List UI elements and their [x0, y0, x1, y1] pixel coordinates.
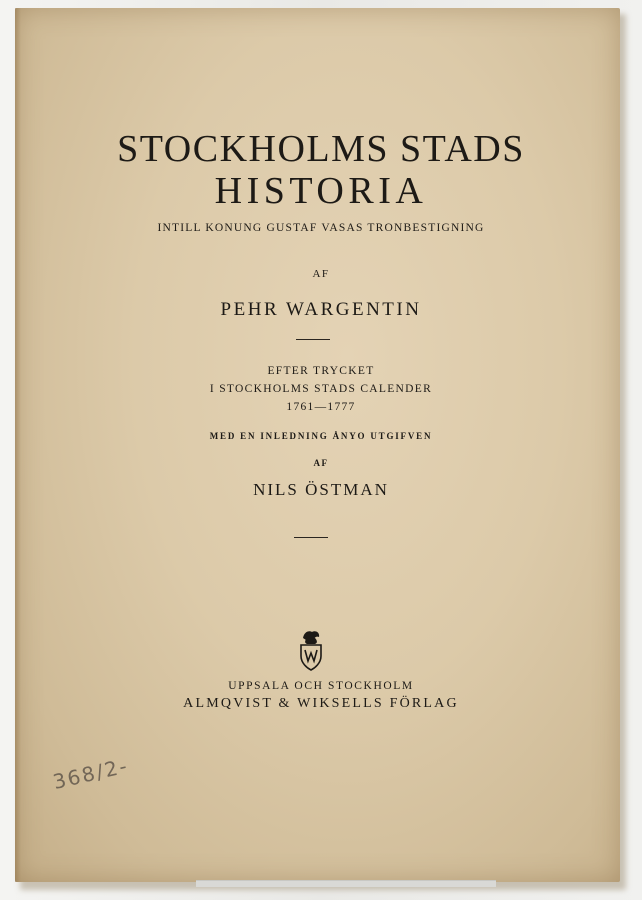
source-years: 1761—1777: [286, 401, 356, 413]
handwritten-price: 368/2-: [50, 753, 131, 794]
source-line-1: EFTER TRYCKET: [267, 365, 375, 377]
source-note: [0, 362, 642, 416]
title-line-1: STOCKHOLMS STADS: [117, 128, 525, 170]
publication-place: UPPSALA OCH STOCKHOLM: [228, 680, 414, 692]
source-line-2: I STOCKHOLMS STADS CALENDER: [209, 383, 433, 395]
by-label: AF: [312, 268, 330, 280]
divider-rule-2: [294, 537, 328, 538]
subtitle: INTILL KONUNG GUSTAF VASAS TRONBESTIGNING: [157, 222, 485, 234]
divider-rule: [296, 339, 330, 340]
editor-name: NILS ÖSTMAN: [253, 480, 389, 499]
edition-note: MED EN INLEDNING ÅNYO UTGIFVEN: [209, 431, 433, 441]
title-line-2: HISTORIA: [214, 170, 428, 212]
publisher-name: ALMQVIST & WIKSELLS FÖRLAG: [183, 696, 459, 711]
by-label-2: AF: [313, 458, 329, 468]
publisher-crest-icon: [297, 628, 325, 672]
shelf-strip: [196, 880, 496, 887]
author-name: PEHR WARGENTIN: [220, 299, 422, 320]
